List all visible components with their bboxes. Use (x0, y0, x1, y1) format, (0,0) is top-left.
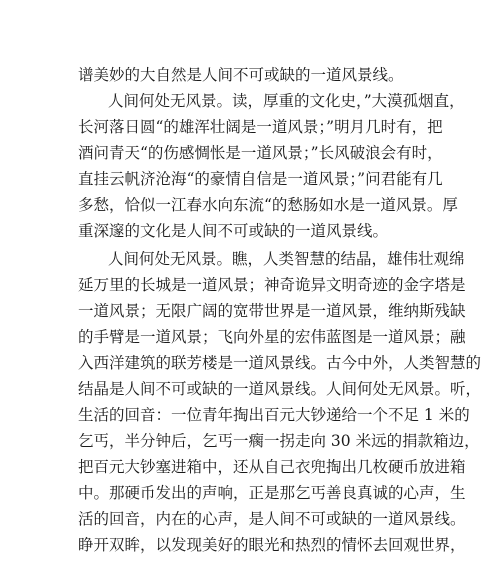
paragraph-first-line: 人间何处无风景。瞧，人类智慧的结晶，雄伟壮观绵 (108, 250, 465, 268)
text-line: 活的回音，内在的心声，是人间不可或缺的一道风景线。 (78, 510, 466, 528)
text-line: 直挂云帆济沧海“的豪情自信是一道风景；”问君能有几 (78, 170, 443, 188)
text-line: 长河落日圆“的雄浑壮阔是一道风景；”明月几时有，把 (78, 118, 443, 136)
text-line: 延万里的长城是一道风景；神奇诡异文明奇迹的金字塔是 (78, 276, 466, 294)
text-line: 多愁，恰似一江春水向东流“的愁肠如水是一道风景。厚 (78, 196, 458, 214)
text-line: 谱美妙的大自然是人间不可或缺的一道风景线。 (78, 66, 404, 84)
text-line: 的手臂是一道风景；飞向外星的宏伟蓝图是一道风景；融 (78, 328, 466, 346)
text-line: 乞丐，半分钟后，乞丐一瘸一拐走向 30 米远的捐款箱边， (78, 432, 480, 450)
text-line: 酒问青天“的伤感惆怅是一道风景；”长风破浪会有时， (78, 144, 443, 162)
text-line: 把百元大钞塞进箱中，还从自己衣兜掏出几枚硬币放进箱 (78, 458, 466, 476)
text-line: 入西洋建筑的联芳楼是一道风景线。古今中外，人类智慧的 (78, 354, 482, 372)
text-line: 中。那硬币发出的声响，正是那乞丐善良真诚的心声，生 (78, 484, 466, 502)
text-line: 一道风景；无限广阔的宽带世界是一道风景，维纳斯残缺 (78, 302, 466, 320)
text-line: 睁开双眸，以发现美好的眼光和热烈的情怀去回观世界， (78, 536, 466, 554)
paragraph-first-line: 人间何处无风景。读，厚重的文化史，”大漠孤烟直， (108, 92, 465, 110)
text-line: 结晶是人间不可或缺的一道风景线。人间何处无风景。听， (78, 380, 482, 398)
text-line: 重深邃的文化是人间不可或缺的一道风景线。 (78, 222, 389, 240)
text-line: 生活的回音：一位青年掏出百元大钞递给一个不足 1 米的 (78, 406, 470, 424)
